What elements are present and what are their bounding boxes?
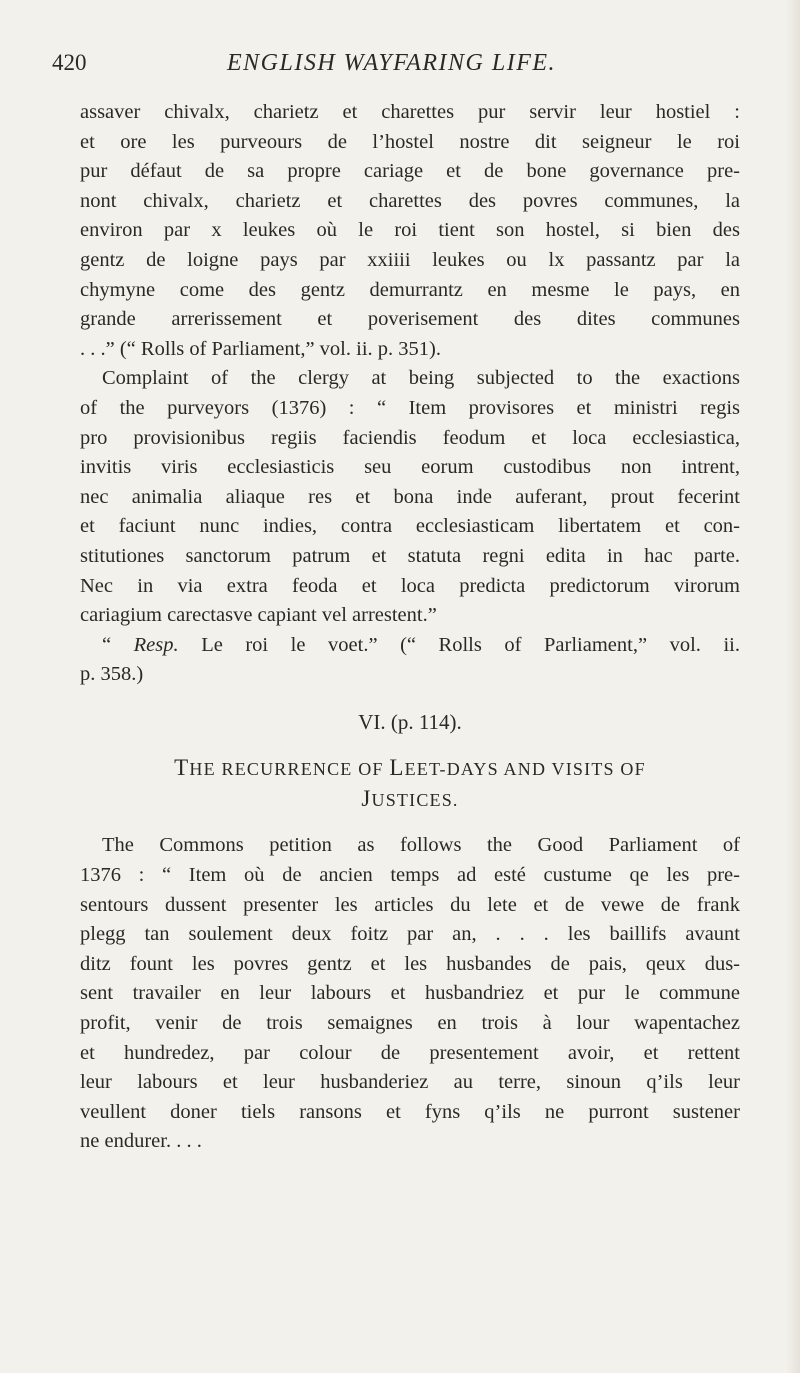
text-line: The Commons petition as follows the Good Parliament of xyxy=(102,834,740,857)
small-cap-initial: T xyxy=(174,755,190,781)
open-quote: “ xyxy=(102,633,134,656)
text-line: Nec in via extra feoda et loca predicta predictorum virorum xyxy=(80,574,740,597)
text-line: 1376 : “ Item où de ancien temps ad esté custume qe les pre- xyxy=(80,864,740,887)
text-line: stitutiones sanctorum patrum et statuta regni edita in hac parte. xyxy=(80,544,740,567)
text-line: profit, venir de trois semaignes en trois à lour wapentachez xyxy=(80,1012,740,1035)
text-line: plegg tan soulement deux foitz par an, . . . les baillifs avaunt xyxy=(80,923,740,946)
text-line: assaver chivalx, charietz et charettes pur servir leur hostiel : xyxy=(80,101,740,123)
text-line: Complaint of the clergy at being subjected to the exactions xyxy=(102,367,740,390)
text-line: sent travailer en leur labours et husbandriez et pur le commune xyxy=(80,982,740,1005)
text-line: et hundredez, par colour de presentement avoir, et rettent xyxy=(80,1041,740,1064)
text-line: invitis viris ecclesiasticis seu eorum custodibus non intrent, xyxy=(80,456,740,479)
text-line: . . .” (“ Rolls of Parliament,” vol. ii. p. 351). xyxy=(80,337,441,360)
text-line xyxy=(80,631,740,661)
response-text: Le roi le voet.” (“ Rolls of Parliament,” vol. ii. xyxy=(178,633,740,656)
small-cap-text: EET-DAYS AND VISITS OF xyxy=(404,759,646,780)
text-line: chymyne come des gentz demurrantz en mesme le pays, en xyxy=(80,278,740,301)
text-line: et ore les purveours de l’hostel nostre dit seigneur le roi xyxy=(80,130,740,153)
text-line: leur labours et leur husbanderiez au terre, sinoun q’ils leur xyxy=(80,1071,740,1094)
section-heading xyxy=(80,753,740,815)
text-line: sentours dussent presenter les articles du lete et de vewe de frank xyxy=(80,893,740,916)
page-edge-shadow xyxy=(786,0,800,1373)
small-cap-text: HE RECURRENCE OF xyxy=(189,759,390,780)
page-header xyxy=(52,50,742,84)
running-title: ENGLISH WAYFARING LIFE. xyxy=(227,50,557,76)
text-line: ditz fount les povres gentz et les husbandes de pais, qeux dus- xyxy=(80,952,740,975)
text-line: nont chivalx, charietz et charettes des povres communes, la xyxy=(80,189,740,212)
section-title-line xyxy=(80,753,740,784)
text-line: veullent doner tiels ransons et fyns q’ils ne purront sustener xyxy=(80,1100,740,1123)
paragraph-purveyors-french xyxy=(80,98,740,364)
small-cap-text: USTICES. xyxy=(371,790,459,811)
section-title-line xyxy=(80,784,740,815)
text-line: ne endurer. . . . xyxy=(80,1130,202,1153)
text-line: grande arrerissement et poverisement des dites communes xyxy=(80,308,740,331)
paragraph-response xyxy=(80,631,740,690)
text-line: gentz de loigne pays par xxiiii leukes ou lx passantz par la xyxy=(80,248,740,271)
text-line: environ par x leukes où le roi tient son hostel, si bien des xyxy=(80,219,740,242)
text-line: nec animalia aliaque res et bona inde auferant, prout fecerint xyxy=(80,485,740,508)
paragraph-commons-petition xyxy=(80,831,740,1157)
body-text xyxy=(80,98,740,1157)
text-line: pur défaut de sa propre cariage et de bone governance pre- xyxy=(80,160,740,183)
text-line: cariagium carectasve capiant vel arrestent.” xyxy=(80,604,437,627)
page-number: 420 xyxy=(52,50,87,75)
small-cap-initial: L xyxy=(389,755,405,781)
section-number: VI. (p. 114). xyxy=(358,709,462,734)
text-line: p. 358.) xyxy=(80,663,144,686)
text-line: et faciunt nunc indies, contra ecclesiasticam libertatem et con- xyxy=(80,515,740,538)
text-line: pro provisionibus regiis faciendis feodum et loca ecclesiastica, xyxy=(80,426,740,449)
paragraph-clergy-complaint xyxy=(80,364,740,630)
text-line: of the purveyors (1376) : “ Item provisores et ministri regis xyxy=(80,396,740,419)
resp-label: Resp. xyxy=(133,633,179,656)
small-cap-initial: J xyxy=(361,786,372,812)
